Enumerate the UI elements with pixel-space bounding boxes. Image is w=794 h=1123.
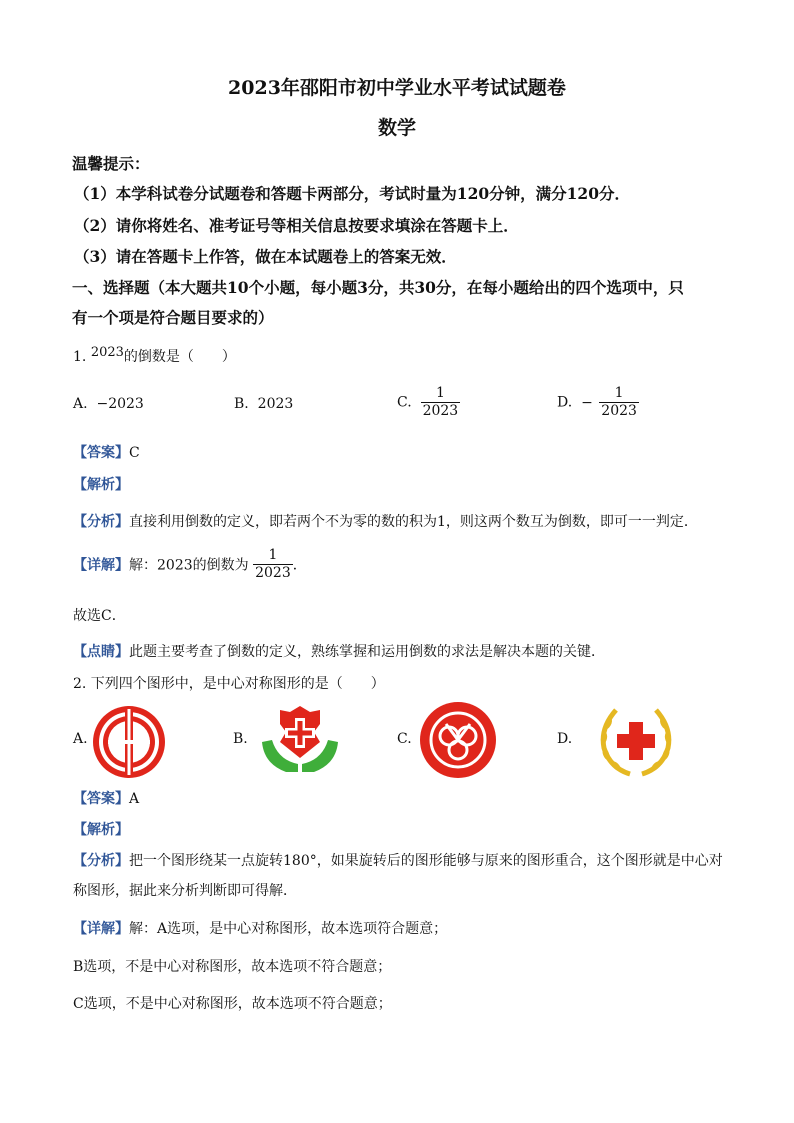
question-number: 1. (73, 349, 87, 365)
fenxi-text: 直接利用倒数的定义，即若两个不为零的数的积为1，则这两个数互为倒数，即可一一判定． (129, 514, 698, 530)
q2-fenxi-line2: 称图形，据此来分析判断即可得解． (73, 883, 297, 899)
fraction (421, 385, 461, 420)
comment-line (73, 641, 605, 661)
analysis-tag: 【解析】 (73, 822, 129, 838)
fenxi-tag: 【分析】 (73, 853, 129, 869)
detail-text: 解：A选项，是中心对称图形，故本选项符合题意； (129, 921, 448, 937)
fraction-numerator: 1 (435, 385, 445, 401)
detail-tag: 【详解】 (73, 557, 129, 574)
option-b (234, 396, 293, 412)
comment-text: 此题主要考查了倒数的定义，熟练掌握和运用倒数的求法是解决本题的关键． (129, 644, 605, 660)
option-c-label: C. (397, 731, 412, 747)
fraction-denominator: 2023 (255, 565, 291, 581)
answer-value: C (129, 445, 140, 461)
analysis-line (73, 474, 129, 494)
tip-3: （3）请在答题卡上作答，做在本试题卷上的答案无效． (74, 247, 457, 266)
section-heading-line2: 有一个项是符合题目要求的） (72, 308, 274, 327)
option-label: C. (397, 394, 412, 411)
option-value: −2023 (96, 396, 144, 412)
fenxi-text: 把一个图形绕某一点旋转180°，如果旋转后的图形能够与原来的图形重合，这个图形就是中心对 (129, 853, 723, 869)
fraction-denominator: 2023 (601, 403, 637, 419)
question-value: 2023 (90, 345, 124, 360)
minus-sign: − (581, 394, 593, 411)
choose-line: 故选C． (73, 608, 126, 624)
answer-line (73, 442, 140, 462)
comment-tag: 【点睛】 (73, 644, 129, 660)
health-cross-icon (258, 702, 342, 778)
section-heading-line1: 一、选择题（本大题共10个小题，每小题3分，共30分，在每小题给出的四个选项中，只 (72, 278, 684, 297)
tip-1: （1）本学科试卷分试题卷和答题卡两部分，考试时量为120分钟，满分120分． (74, 184, 630, 203)
option-a-label: A. (73, 731, 88, 747)
option-label: B. (234, 396, 249, 412)
union-emblem-icon (91, 704, 167, 780)
analysis-tag: 【解析】 (73, 477, 129, 493)
tips-heading: 温馨提示： (72, 154, 150, 173)
option-a (73, 396, 144, 412)
detail-suffix: ． (292, 557, 307, 574)
option-d-label: D. (557, 731, 573, 747)
q2-detail-b: B选项，不是中心对称图形，故本选项不符合题意； (73, 959, 392, 975)
option-d (557, 385, 639, 420)
question-2-stem: 2. 下列四个图形中，是中心对称图形的是（ ） (73, 676, 385, 692)
fenxi-tag: 【分析】 (73, 514, 129, 530)
federation-emblem-icon (418, 700, 498, 780)
fraction-denominator: 2023 (422, 403, 459, 419)
subject-title: 数学 (377, 117, 416, 139)
option-c (397, 385, 460, 420)
q2-detail-line (73, 918, 447, 938)
fraction-numerator: 1 (268, 547, 278, 563)
fraction (253, 547, 293, 582)
detail-line (73, 547, 307, 582)
fraction (599, 385, 639, 420)
q2-analysis-line (73, 819, 129, 839)
red-cross-laurel-icon (598, 702, 674, 778)
q2-answer-line (73, 788, 139, 808)
detail-text: 解：2023的倒数为 (129, 557, 249, 574)
option-b-label: B. (233, 731, 248, 747)
tip-2: （2）请你将姓名、准考证号等相关信息按要求填涂在答题卡上． (74, 216, 519, 235)
detail-tag: 【详解】 (73, 921, 129, 937)
option-label: A. (73, 396, 88, 412)
q2-detail-c: C选项，不是中心对称图形，故本选项不符合题意； (73, 996, 392, 1012)
answer-tag: 【答案】 (73, 791, 129, 807)
answer-value: A (129, 791, 140, 807)
answer-tag: 【答案】 (73, 445, 129, 461)
fenxi-line (73, 511, 698, 531)
option-value: 2023 (257, 396, 294, 412)
q2-fenxi-line1 (73, 850, 723, 870)
option-label: D. (557, 394, 573, 411)
question-text: 的倒数是（ ） (123, 349, 236, 365)
question-1-stem (73, 346, 236, 366)
page-title: 2023年邵阳市初中学业水平考试试题卷 (228, 77, 566, 99)
fraction-numerator: 1 (614, 385, 624, 401)
